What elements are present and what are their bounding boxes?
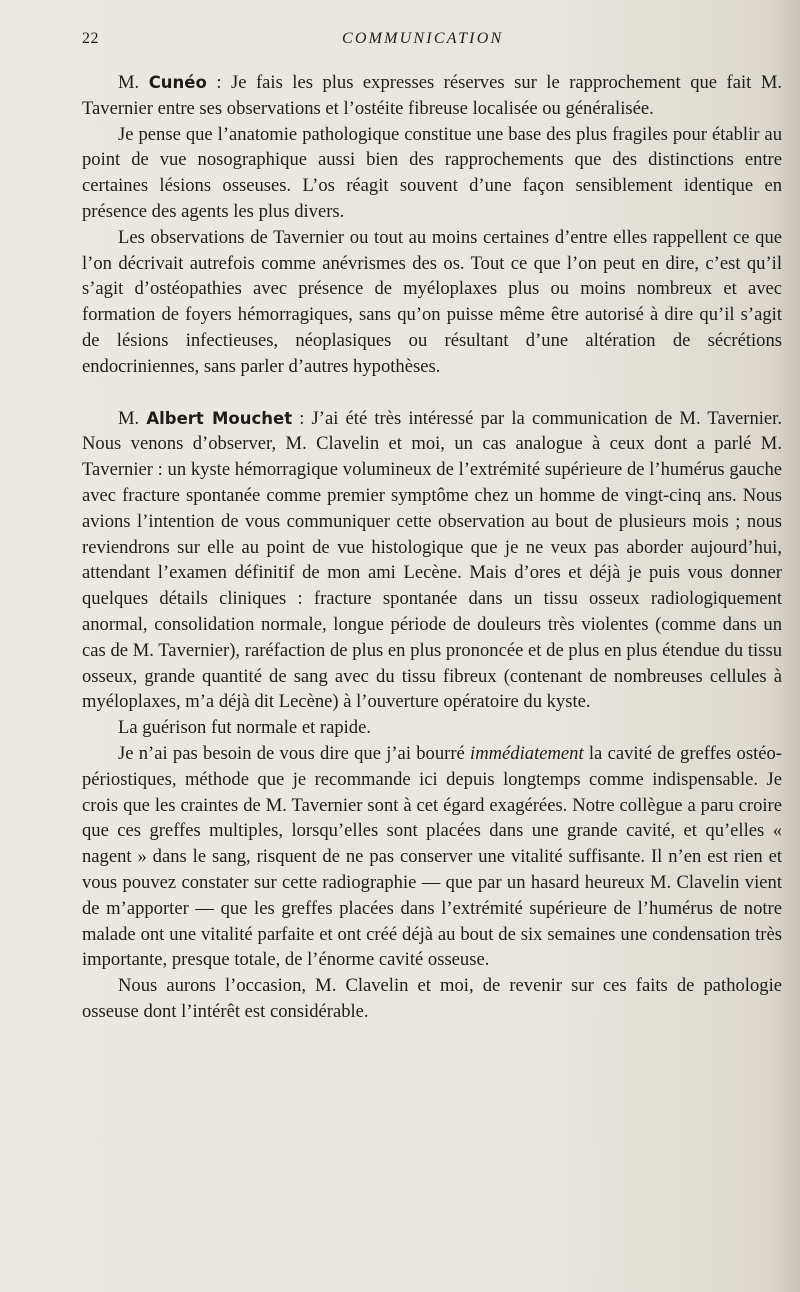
body-text xyxy=(82,70,782,1025)
paragraph-text: Je n’ai pas besoin de vous dire que j’ai bourré xyxy=(118,742,471,764)
speaker-prefix: M. xyxy=(118,72,149,93)
running-title: COMMUNICATION xyxy=(342,30,504,47)
paragraph-text: : J’ai été très intéressé par la communication de M. Tavernier. Nous venons d’observer, M. Clavelin et moi, un cas analogue à ceux dont a parlé M. Tavernier : un kyste hémorragique volumineux de l’extrémité supérieure de l’humérus gauche avec fracture spontanée comme premier symptôme chez un homme de vingt-cinq ans. Nous avions l’intention de vous communiquer cette observation au bout de plusieurs mois ; nous reviendrons sur elle au point de vue histologique que je ne veux pas aborder aujourd’hui, attendant l’examen définitif de mon ami Lecène. Mais d’ores et déjà je puis vous donner quelques détails cliniques : fracture spontanée dans un tissu osseux radiologiquement anormal, consolidation normale, longue période de douleurs très violentes (comme dans un cas de M. Tavernier), raréfaction de plus en plus prononcée et de plus en plus étendue du tissu osseux, grande quantité de sang avec du tissu fibreux (contenant de nombreuses cellules à myéloplaxes, m’a déjà dit Lecène) à l’ouverture opératoire du kyste. xyxy=(82,407,782,713)
paragraph-mouchet-2: La guérison fut normale et rapide. xyxy=(118,717,371,739)
paragraph-text: : Je fais les plus expresses réserves sur le rapprochement que fait M. Tavernier entre ses observations et l’ostéite fibreuse localisée ou généralisée. xyxy=(82,72,782,119)
paragraph-cuneo-1 xyxy=(82,70,782,122)
page-header xyxy=(82,30,780,52)
page-number: 22 xyxy=(82,30,99,47)
paragraph-cuneo-3: Les observations de Tavernier ou tout au moins certaines d’entre elles rappellent ce que l’on décrivait autrefois comme anévrismes des os. Tout ce que l’on peut en dire, c’est qu’il s’agit d’ostéopathies avec présence de myéloplaxes plus ou moins nombreux et avec formation de foyers hémorragiques, sans qu’on puisse même être autorisé à dire qu’il s’agit de lésions infectieuses, néoplasiques ou résultant d’une altération de sécrétions endocriniennes, sans parler d’autres hypothèses. xyxy=(82,226,782,377)
paragraph-mouchet-4: Nous aurons l’occasion, M. Clavelin et moi, de revenir sur ces faits de pathologie osseuse dont l’intérêt est considérable. xyxy=(82,975,782,1022)
emphasis-text: immédiatement xyxy=(470,742,584,764)
paragraph-text: la cavité de greffes ostéo-périostiques, méthode que je recommande ici depuis longtemps comme indispensable. Je crois que les craintes de M. Tavernier sont à cet égard exagérées. Notre collègue a paru croire que ces greffes multiples, lorsqu’elles sont placées dans une grande cavité, et qu’elles « nagent » dans le sang, risquent de ne pas conserver une vitalité suffisante. Il n’en est rien et vous pouvez constater sur cette radiographie — que par un hasard heureux M. Clavelin vient de m’apporter — que les greffes placées dans l’extrémité supérieure de l’humérus de notre malade ont une vitalité parfaite et ont créé déjà au bout de six semaines une condensation très importante, presque totale, de l’énorme cavité osseuse. xyxy=(82,742,782,971)
paragraph-mouchet-3 xyxy=(82,741,782,973)
paragraph-cuneo-2: Je pense que l’anatomie pathologique constitue une base des plus fragiles pour établir au point de vue nosographique aussi bien des rapprochements que des distinctions entre certaines lésions osseuses. L’os réagit souvent d’une façon sensiblement identique en présence des agents les plus divers. xyxy=(82,123,782,222)
speaker-name: Cunéo xyxy=(148,73,207,92)
speaker-prefix: M. xyxy=(118,407,147,429)
paragraph-mouchet-1 xyxy=(82,406,782,716)
speaker-name: Albert Mouchet xyxy=(146,408,293,428)
